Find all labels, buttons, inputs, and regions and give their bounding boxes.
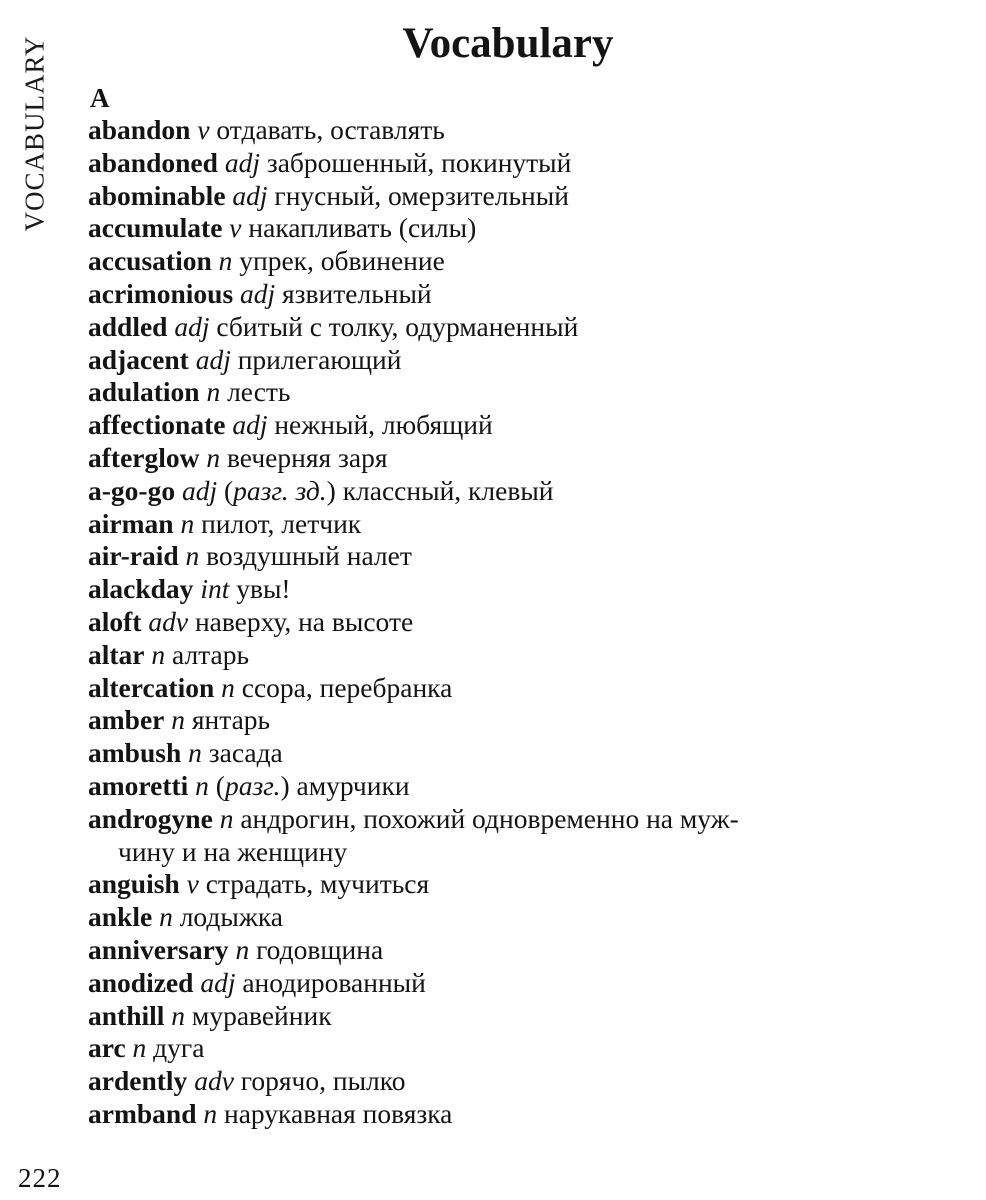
part-of-speech: n	[151, 638, 166, 670]
headword: afterglow	[88, 441, 200, 473]
headword: accusation	[88, 245, 212, 277]
section-letter: A	[90, 83, 110, 113]
part-of-speech: adj	[200, 966, 236, 998]
headword: adjacent	[88, 343, 189, 375]
part-of-speech: n	[203, 1097, 218, 1129]
part-of-speech: n	[185, 540, 200, 572]
part-of-speech: n	[219, 802, 234, 834]
headword: alackday	[88, 573, 194, 605]
headword: aloft	[88, 605, 142, 637]
definition: янтарь	[191, 704, 271, 736]
usage-note-open: (	[215, 769, 225, 801]
part-of-speech: n	[206, 376, 221, 408]
page-title: Vocabulary	[402, 20, 614, 67]
headword: anodized	[88, 966, 194, 998]
headword: altar	[88, 638, 145, 670]
entry-armband	[88, 1098, 948, 1131]
headword: affectionate	[88, 409, 226, 441]
definition: горячо, пылко	[240, 1065, 406, 1097]
part-of-speech: n	[221, 671, 235, 703]
headword: anniversary	[88, 933, 229, 965]
definition: алтарь	[172, 638, 250, 670]
part-of-speech: v	[186, 868, 199, 900]
part-of-speech: v	[197, 114, 210, 145]
entry-adulation	[88, 376, 948, 409]
definition: упрек, обвинение	[239, 245, 445, 277]
part-of-speech: v	[229, 212, 242, 244]
entry-androgyne	[88, 803, 948, 869]
part-of-speech: n	[180, 507, 195, 539]
definition: увы!	[236, 573, 291, 605]
side-running-head-text: VOCABULARY	[19, 34, 50, 232]
headword: ambush	[88, 737, 182, 769]
entry-abandon	[88, 114, 948, 147]
entry-altar	[88, 639, 948, 672]
definition: амурчики	[296, 769, 410, 801]
part-of-speech: adj	[224, 146, 260, 178]
entry-anguish	[88, 868, 948, 901]
definition: накапливать (силы)	[248, 212, 477, 244]
entry-afterglow	[88, 442, 948, 475]
part-of-speech: int	[200, 573, 230, 605]
entry-ambush	[88, 737, 948, 770]
page-number: 222	[18, 1163, 62, 1193]
definition: годовщина	[256, 933, 384, 965]
headword: abandoned	[88, 146, 218, 178]
headword: addled	[88, 310, 168, 342]
part-of-speech: n	[159, 901, 173, 933]
entry-amoretti	[88, 770, 948, 803]
definition: воздушный налет	[206, 540, 412, 572]
entry-accumulate	[88, 212, 948, 245]
entry-addled	[88, 311, 948, 344]
headword: abominable	[88, 179, 226, 211]
headword: ankle	[88, 901, 153, 933]
usage-note-close: )	[326, 474, 336, 506]
headword: anguish	[88, 868, 180, 900]
entry-accusation	[88, 245, 948, 278]
definition: засада	[208, 737, 283, 769]
definition: гнусный, омерзительный	[274, 179, 569, 211]
part-of-speech: n	[132, 1032, 147, 1064]
definition: нарукавная повязка	[224, 1097, 453, 1129]
entry-anthill	[88, 1000, 948, 1033]
part-of-speech: n	[188, 737, 202, 769]
entry-affectionate	[88, 409, 948, 442]
definition: наверху, на высоте	[194, 605, 414, 637]
headword: amoretti	[88, 769, 189, 801]
part-of-speech: adv	[148, 605, 189, 637]
definition: заброшенный, покинутый	[266, 146, 572, 178]
part-of-speech: n	[206, 441, 221, 473]
headword: abandon	[88, 114, 191, 145]
definition-continuation: чину и на женщину	[118, 835, 348, 867]
entry-aloft	[88, 606, 948, 639]
headword: accumulate	[88, 212, 223, 244]
definition: дуга	[153, 1032, 205, 1064]
headword: adulation	[88, 376, 200, 408]
entry-anodized	[88, 967, 948, 1000]
part-of-speech: n	[171, 999, 186, 1031]
usage-note-open: (	[223, 474, 234, 506]
entry-abominable	[88, 180, 948, 213]
headword: ardently	[88, 1065, 188, 1097]
entry-arc	[88, 1032, 948, 1065]
entry-ankle	[88, 901, 948, 934]
headword: anthill	[88, 999, 165, 1031]
part-of-speech: n	[171, 704, 185, 736]
entry-air-raid	[88, 540, 948, 573]
definition: нежный, любящий	[274, 409, 493, 441]
headword: air-raid	[88, 540, 179, 572]
headword: altercation	[88, 671, 215, 703]
entry-amber	[88, 704, 948, 737]
entry-acrimonious	[88, 278, 948, 311]
headword: androgyne	[88, 802, 213, 834]
definition: отдавать, оставлять	[216, 114, 445, 145]
part-of-speech: adj	[232, 409, 268, 441]
definition: пилот, летчик	[201, 507, 362, 539]
part-of-speech: adj	[181, 474, 218, 506]
definition: язвительный	[282, 277, 432, 309]
definition: лесть	[227, 376, 291, 408]
definition: анодированный	[242, 966, 426, 998]
part-of-speech: adj	[195, 343, 231, 375]
part-of-speech: adj	[240, 277, 276, 309]
part-of-speech: n	[218, 245, 233, 277]
definition: муравейник	[191, 999, 332, 1031]
entry-airman	[88, 508, 948, 541]
definition: лодыжка	[179, 901, 283, 933]
entry-alackday	[88, 573, 948, 606]
definition: классный, клевый	[342, 474, 554, 506]
headword: armband	[88, 1097, 197, 1129]
entry-adjacent	[88, 344, 948, 377]
usage-note: разг.	[224, 769, 281, 801]
part-of-speech: adj	[174, 310, 210, 342]
headword: a-go-go	[88, 474, 176, 506]
definition: прилегающий	[237, 343, 402, 375]
definition: андрогин, похожий одновременно на муж-	[240, 802, 739, 834]
part-of-speech: adj	[232, 179, 268, 211]
entry-altercation	[88, 672, 948, 705]
entry-abandoned	[88, 147, 948, 180]
entry-anniversary	[88, 934, 948, 967]
definition: сбитый с толку, одурманенный	[216, 310, 579, 342]
definition: страдать, мучиться	[205, 868, 430, 900]
headword: airman	[88, 507, 174, 539]
usage-note-close: )	[280, 769, 290, 801]
entry-ardently	[88, 1065, 948, 1098]
definition: ссора, перебранка	[241, 671, 453, 703]
definition: вечерняя заря	[226, 441, 388, 473]
usage-note: разг. зд.	[233, 474, 327, 506]
headword: acrimonious	[88, 277, 234, 309]
vocabulary-list	[88, 114, 948, 1131]
entry-a-go-go	[88, 475, 948, 508]
part-of-speech: n	[235, 933, 250, 965]
part-of-speech: adv	[194, 1065, 234, 1097]
headword: arc	[88, 1032, 126, 1064]
part-of-speech: n	[195, 769, 209, 801]
headword: amber	[88, 704, 165, 736]
